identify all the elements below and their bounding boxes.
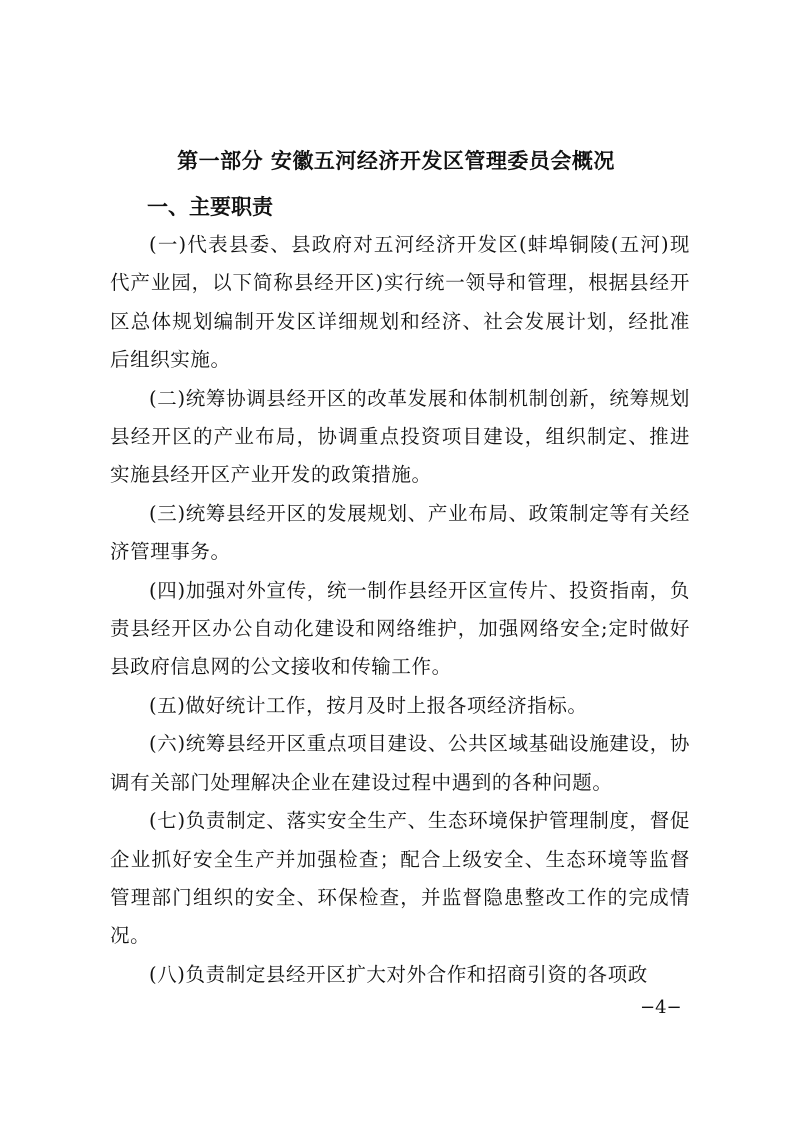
paragraph-duty-3: (三)统筹县经开区的发展规划、产业布局、政策制定等有关经济管理事务。 (110, 501, 690, 564)
paragraph-duty-6: (六)统筹县经开区重点项目建设、公共区域基础设施建设，协调有关部门处理解决企业在建设过程中遇到的各种问题。 (110, 732, 690, 794)
document-title: 第一部分 安徽五河经济开发区管理委员会概况 (177, 149, 615, 173)
paragraph-duty-4: (四)加强对外宣传，统一制作县经开区宣传片、投资指南，负责县经开区办公自动化建设和网络维护，加强网络安全;定时做好县政府信息网的公文接收和传输工作。 (110, 578, 690, 679)
paragraph-duty-2: (二)统筹协调县经开区的改革发展和体制机制创新，统筹规划县经开区的产业布局，协调重点投资项目建设，组织制定、推进实施县经开区产业开发的政策措施。 (110, 386, 690, 487)
paragraph-duty-1: (一)代表县委、县政府对五河经济开发区(蚌埠铜陵(五河)现代产业园，以下简称县经开区)实行统一领导和管理，根据县经开区总体规划编制开发区详细规划和经济、社会发展计划，经批准后组织实施。 (110, 233, 690, 372)
paragraph-duty-8: (八)负责制定县经开区扩大对外合作和招商引资的各项政 (149, 962, 648, 986)
section-heading: 一、主要职责 (147, 195, 273, 219)
paragraph-duty-5: (五)做好统计工作，按月及时上报各项经济指标。 (149, 693, 588, 717)
paragraph-duty-7: (七)负责制定、落实安全生产、生态环境保护管理制度，督促企业抓好安全生产并加强检查；配合上级安全、生态环境等监督管理部门组织的安全、环保检查，并监督隐患整改工作的完成情况。 (110, 809, 690, 948)
document-body (110, 226, 690, 994)
page-number: −4− (640, 997, 682, 1018)
